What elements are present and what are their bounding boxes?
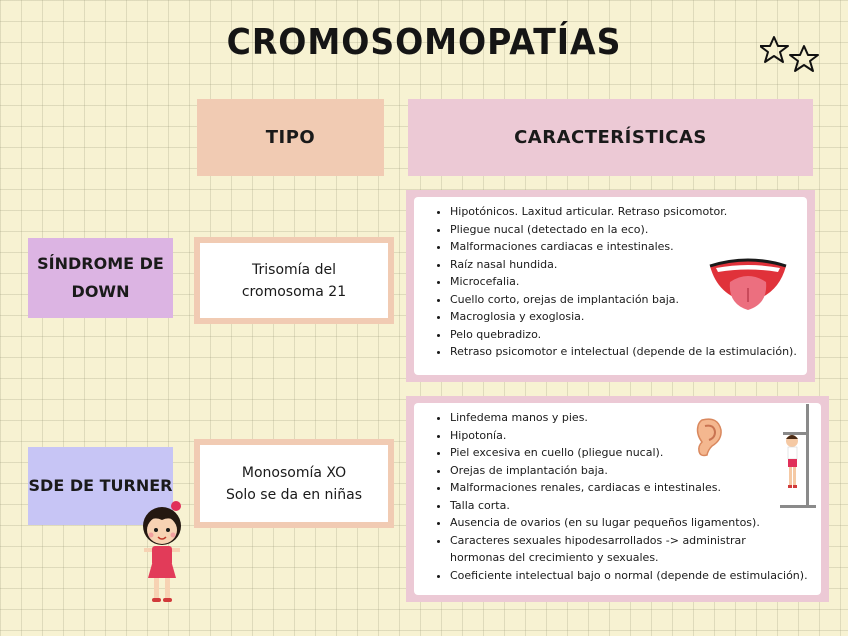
list-item: • Cuello corto, orejas de implantación baja. [450, 291, 801, 309]
header-tipo [197, 99, 384, 176]
header-caracteristicas-label: CARACTERÍSTICAS [514, 127, 707, 148]
syndrome-name-line: DOWN [71, 282, 130, 301]
list-item: • Talla corta. [450, 497, 815, 515]
tipo-card-down [194, 237, 394, 324]
list-item: • Caracteres sexuales hipodesarrollados -> administrar hormonas del crecimiento y sexuales. [450, 532, 780, 567]
tipo-text-line: Trisomía del [252, 261, 336, 278]
list-item: • Piel excesiva en cuello (pliegue nucal). [450, 444, 815, 462]
tipo-text-line: Solo se da en niñas [225, 486, 363, 503]
syndrome-name-line: SÍNDROME DE [37, 254, 164, 273]
child-height-icon [780, 404, 816, 508]
list-item: • Hipotonía. [450, 427, 815, 445]
list-item: • Orejas de implantación baja. [450, 462, 815, 480]
list-item: • Linfedema manos y pies. [450, 409, 815, 427]
list-item: • Ausencia de ovarios (en su lugar pequeños ligamentos). [450, 514, 815, 532]
ear-icon [694, 416, 724, 458]
tipo-text-line: Monosomía XO [241, 464, 347, 481]
list-item: • Retraso psicomotor e intelectual (depende de la estimulación). [450, 343, 801, 361]
list-item: • Hipotónicos. Laxitud articular. Retraso psicomotor. [450, 203, 801, 221]
syndrome-name-down [28, 238, 173, 318]
list-item: • Pelo quebradizo. [450, 326, 801, 344]
stars-icon [760, 33, 826, 77]
list-item: • Microcefalia. [450, 273, 801, 291]
list-item: • Pliegue nucal (detectado en la eco). [450, 221, 801, 239]
characteristics-card-turner [406, 396, 829, 602]
header-caracteristicas [408, 99, 813, 176]
girl-icon [132, 500, 194, 608]
list-item: • Malformaciones cardiacas e intestinales. [450, 238, 801, 256]
tipo-text-line: cromosoma 21 [241, 283, 347, 300]
list-item: • Malformaciones renales, cardiacas e intestinales. [450, 479, 815, 497]
characteristics-list [436, 409, 815, 584]
mouth-tongue-icon [708, 258, 788, 312]
header-tipo-label: TIPO [265, 127, 316, 148]
syndrome-name-line: SDE DE TURNER [28, 476, 173, 495]
tipo-card-turner [194, 439, 394, 528]
list-item: • Coeficiente intelectual bajo o normal (depende de estimulación). [450, 567, 815, 585]
list-item: • Macroglosia y exoglosia. [450, 308, 801, 326]
page-title: CROMOSOMOPATÍAS [226, 22, 622, 63]
list-item: • Raíz nasal hundida. [450, 256, 801, 274]
